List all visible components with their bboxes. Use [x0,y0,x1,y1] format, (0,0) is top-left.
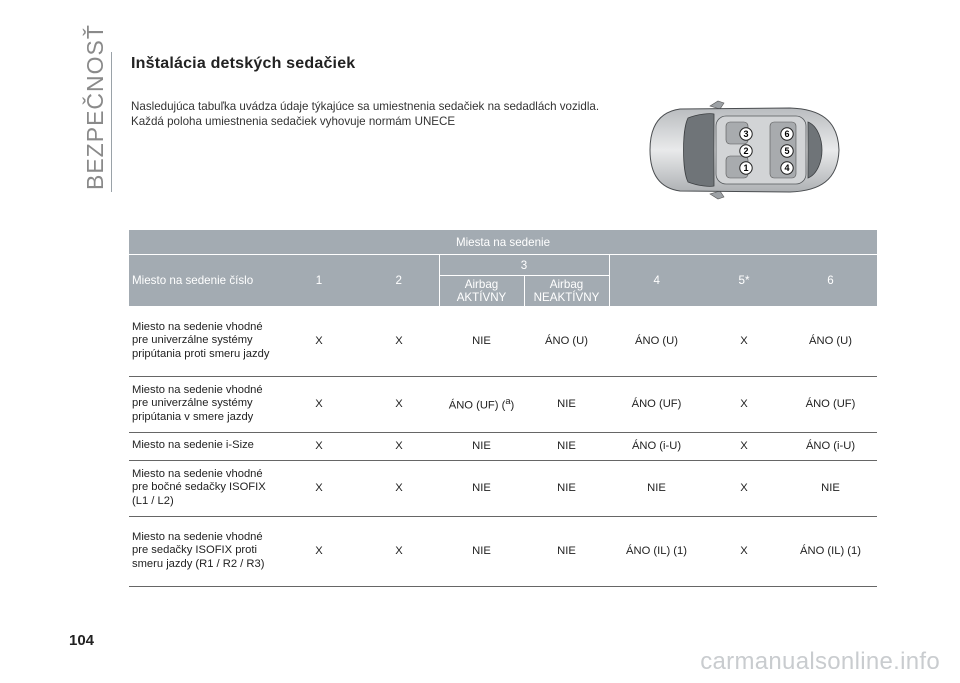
cell-3a: NIE [439,306,524,376]
mirror-bottom [710,191,724,199]
col-header-6: 6 [784,255,877,307]
cell-4: ÁNO (i-U) [609,432,704,460]
cell-3b: ÁNO (U) [524,306,609,376]
cell-4: ÁNO (IL) (1) [609,516,704,586]
cell-3a: NIE [439,516,524,586]
intro-text [131,99,631,129]
cell-3b: NIE [524,432,609,460]
row-header: Miesto na sedenie číslo [129,255,279,307]
table-row [129,460,877,516]
cell-3b: NIE [524,516,609,586]
row-label: Miesto na sedenie vhodné pre bočné sedačky ISOFIX (L1 / L2) [129,460,279,516]
col-header-4: 4 [609,255,704,307]
seat-6-label: 6 [784,129,790,140]
cell-6: ÁNO (IL) (1) [784,516,877,586]
cell-3a: NIE [439,460,524,516]
cell-2: X [359,376,439,432]
table-row [129,376,877,432]
windshield [684,114,715,187]
col-header-2: 2 [359,255,439,307]
watermark: carmanualsonline.info [700,648,940,675]
cell-4: NIE [609,460,704,516]
cell-3a: ÁNO (UF) ($^a$) [439,376,524,432]
row-label: Miesto na sedenie vhodné pre sedačky ISOFIX proti smeru jazdy (R1 / R2 / R3) [129,516,279,586]
cell-2: X [359,516,439,586]
cell-1: X [279,432,359,460]
col-header-1: 1 [279,255,359,307]
intro-line-2: Každá poloha umiestnenia sedačiek vyhovuje normám UNECE [131,115,456,128]
cell-2: X [359,306,439,376]
seat-5-label: 5 [784,146,790,157]
table-row [129,432,877,460]
mirror-top [710,101,724,109]
section-divider [111,52,112,192]
intro-line-1: Nasledujúca tabuľka uvádza údaje týkajúce sa umiestnenia sedačiek na sedadlách vozidla. [131,100,600,113]
cell-5: X [704,460,784,516]
cell-6: NIE [784,460,877,516]
cell-1: X [279,516,359,586]
page-title: Inštalácia detských sedačiek [131,55,356,72]
seat-3-label: 3 [743,129,749,140]
cell-2: X [359,460,439,516]
col-header-5: 5* [704,255,784,307]
cell-5: X [704,432,784,460]
footnote-mark: a [505,396,511,407]
section-tab [78,24,112,190]
cell-5: X [704,516,784,586]
cell-6: ÁNO (U) [784,306,877,376]
cell-1: X [279,460,359,516]
cell-6: ÁNO (i-U) [784,432,877,460]
seat-1-label: 1 [743,163,749,174]
col-header-3a: Airbag AKTÍVNY [439,276,524,307]
seat-4-label: 4 [784,163,790,174]
table-row [129,516,877,586]
cell-3a-text: ÁNO (UF) ( [448,399,506,412]
cell-5: X [704,306,784,376]
table-row [129,306,877,376]
group-header: Miesta na sedenie [129,230,877,255]
section-tab-label: BEZPEČNOSŤ [82,24,108,190]
cell-3b: NIE [524,460,609,516]
col-header-3: 3 [439,255,609,276]
row-label: Miesto na sedenie vhodné pre univerzálne systémy pripútania v smere jazdy [129,376,279,432]
col-header-3b: Airbag NEAKTÍVNY [524,276,609,307]
cell-1: X [279,376,359,432]
page-number: 104 [69,632,95,649]
cell-5: X [704,376,784,432]
seat-2-label: 2 [743,146,749,157]
row-label: Miesto na sedenie vhodné pre univerzálne systémy pripútania proti smeru jazdy [129,306,279,376]
cell-3a: NIE [439,432,524,460]
car-seat-diagram [640,100,845,200]
cell-1: X [279,306,359,376]
child-seat-table [129,230,877,587]
cell-2: X [359,432,439,460]
cell-4: ÁNO (UF) [609,376,704,432]
row-label: Miesto na sedenie i-Size [129,432,279,460]
cell-6: ÁNO (UF) [784,376,877,432]
cell-4: ÁNO (U) [609,306,704,376]
cell-3b: NIE [524,376,609,432]
